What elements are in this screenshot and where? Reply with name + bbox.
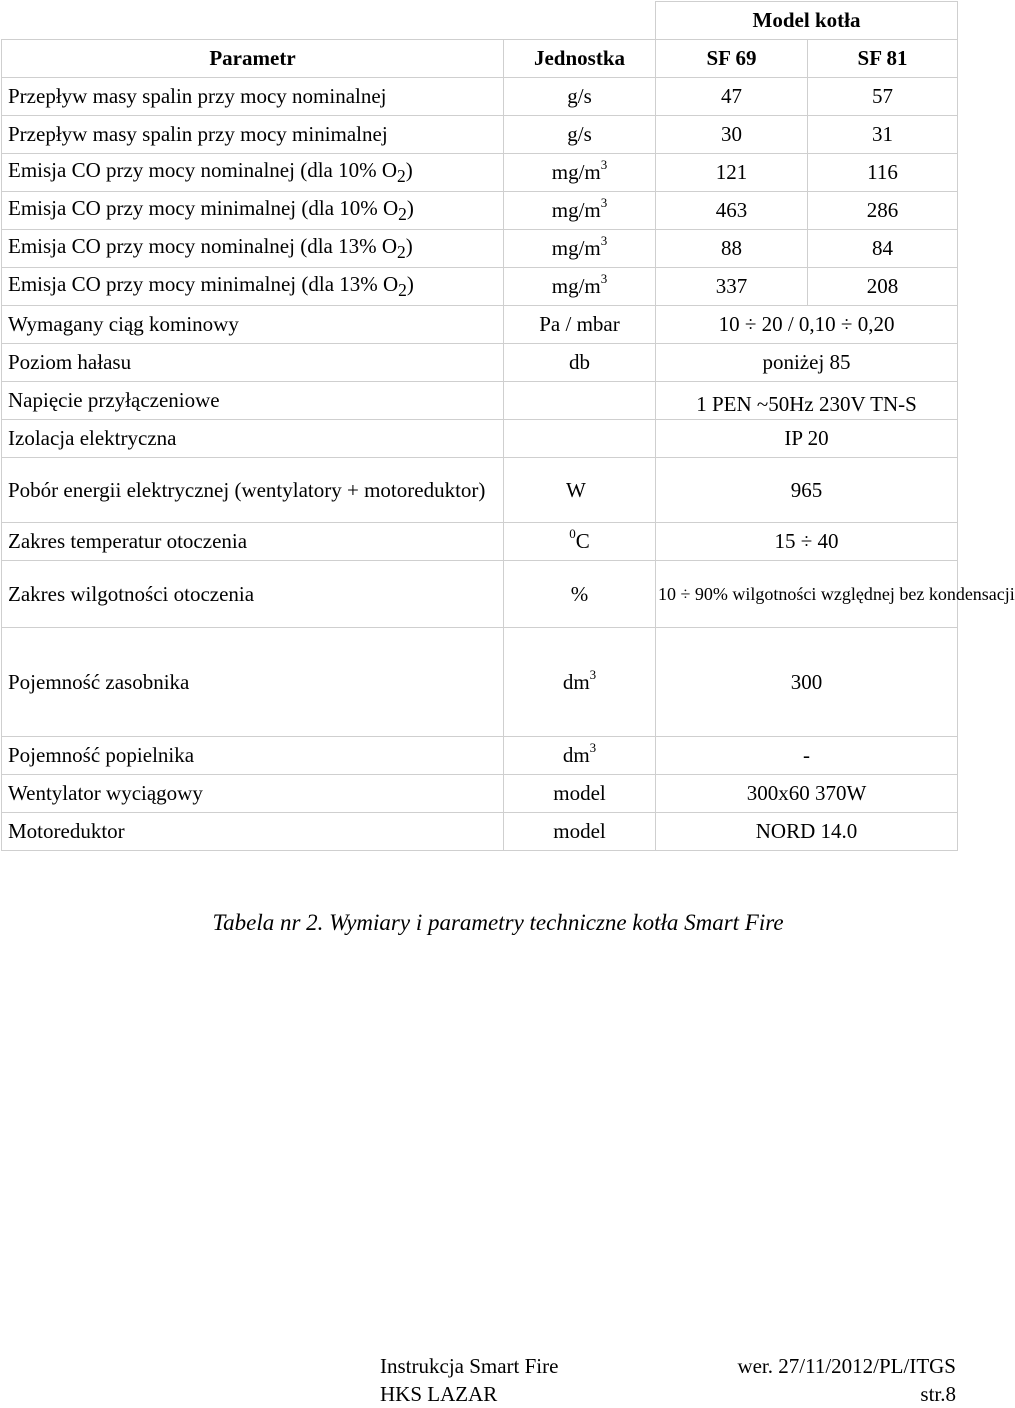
shared-value: 10 ÷ 90% wilgotności względnej bez kondensacji xyxy=(656,561,958,628)
table-row xyxy=(2,523,958,561)
param-text-end: ) xyxy=(406,271,414,296)
unit-cell xyxy=(504,420,656,458)
unit-superscript: 3 xyxy=(589,666,597,682)
param-cell: Zakres temperatur otoczenia xyxy=(2,523,504,561)
unit-base: dm xyxy=(562,743,590,767)
shared-value: 965 xyxy=(656,458,958,523)
param-cell xyxy=(2,154,504,192)
param-text-end: ) xyxy=(405,233,413,258)
subscript: 2 xyxy=(398,280,407,301)
unit-cell: Pa / mbar xyxy=(504,306,656,344)
sf81-value: 286 xyxy=(808,192,958,230)
unit-superscript: 3 xyxy=(600,195,608,210)
unit-cell: g/s xyxy=(504,78,656,116)
unit-superscript: 3 xyxy=(589,740,597,755)
table-row xyxy=(2,628,958,737)
table-row xyxy=(2,775,958,813)
table-row xyxy=(2,230,958,268)
subscript: 2 xyxy=(398,204,407,225)
group-header-row xyxy=(2,2,958,40)
shared-value: - xyxy=(656,737,958,775)
param-cell: Pobór energii elektrycznej (wentylatory + motoreduktor) xyxy=(2,458,504,523)
table-row xyxy=(2,268,958,306)
footer-page-number: str.8 xyxy=(920,1382,956,1406)
shared-value: 300 xyxy=(656,628,958,737)
param-cell xyxy=(2,230,504,268)
sf81-value: 116 xyxy=(808,154,958,192)
column-header-row xyxy=(2,40,958,78)
unit-base: C xyxy=(575,529,590,553)
param-cell: Wymagany ciąg kominowy xyxy=(2,306,504,344)
footer-left xyxy=(380,1352,558,1408)
unit-base: mg/m xyxy=(551,160,601,184)
unit-cell: db xyxy=(504,344,656,382)
table-row xyxy=(2,458,958,523)
param-cell: Przepływ masy spalin przy mocy minimalnej xyxy=(2,116,504,154)
unit-cell xyxy=(504,382,656,420)
sf81-value: 31 xyxy=(808,116,958,154)
unit-cell xyxy=(504,192,656,230)
column-header-param: Parametr xyxy=(2,40,504,78)
sf69-value: 121 xyxy=(656,154,808,192)
param-cell: Wentylator wyciągowy xyxy=(2,775,504,813)
unit-cell xyxy=(504,230,656,268)
table-row xyxy=(2,154,958,192)
shared-value: NORD 14.0 xyxy=(656,813,958,851)
param-cell: Pojemność popielnika xyxy=(2,737,504,775)
unit-base: dm xyxy=(562,669,590,694)
shared-value: 1 PEN ~50Hz 230V TN-S xyxy=(656,382,958,420)
unit-cell: g/s xyxy=(504,116,656,154)
shared-value: 10 ÷ 20 / 0,10 ÷ 0,20 xyxy=(656,306,958,344)
param-text: Emisja CO przy mocy minimalnej (dla 10% O xyxy=(8,195,399,220)
subscript: 2 xyxy=(397,242,406,263)
table-row xyxy=(2,344,958,382)
table-caption: Tabela nr 2. Wymiary i parametry techniczne kotła Smart Fire xyxy=(212,910,784,935)
unit-base: mg/m xyxy=(551,274,601,298)
sf81-value: 57 xyxy=(808,78,958,116)
table-row xyxy=(2,420,958,458)
parameters-table xyxy=(1,1,1015,851)
param-text-end: ) xyxy=(406,195,414,220)
sf69-value: 47 xyxy=(656,78,808,116)
param-cell: Zakres wilgotności otoczenia xyxy=(2,561,504,628)
table-row xyxy=(2,561,958,628)
table-row xyxy=(2,382,958,420)
unit-cell: model xyxy=(504,775,656,813)
param-text: Emisja CO przy mocy nominalnej (dla 10% O xyxy=(8,157,398,182)
shared-value: IP 20 xyxy=(656,420,958,458)
unit-cell: % xyxy=(504,561,656,628)
sf69-value: 463 xyxy=(656,192,808,230)
group-header-model: Model kotła xyxy=(656,2,958,40)
unit-cell xyxy=(504,737,656,775)
table-row xyxy=(2,116,958,154)
footer-version: wer. 27/11/2012/PL/ITGS xyxy=(737,1354,956,1378)
param-cell: Poziom hałasu xyxy=(2,344,504,382)
sf81-value: 84 xyxy=(808,230,958,268)
unit-superscript: 3 xyxy=(600,233,608,248)
unit-cell xyxy=(504,628,656,737)
column-header-unit: Jednostka xyxy=(504,40,656,78)
subscript: 2 xyxy=(397,166,406,187)
param-cell xyxy=(2,268,504,306)
sf69-value: 30 xyxy=(656,116,808,154)
sf69-value: 88 xyxy=(656,230,808,268)
shared-value: poniżej 85 xyxy=(656,344,958,382)
empty-corner xyxy=(2,2,656,40)
sf69-value: 337 xyxy=(656,268,808,306)
table-row xyxy=(2,192,958,230)
unit-cell: model xyxy=(504,813,656,851)
footer-company: HKS LAZAR xyxy=(380,1382,498,1406)
footer-doc-title: Instrukcja Smart Fire xyxy=(380,1354,559,1378)
unit-cell xyxy=(504,154,656,192)
column-header-sf69: SF 69 xyxy=(656,40,808,78)
param-cell: Pojemność zasobnika xyxy=(2,628,504,737)
unit-superscript: 3 xyxy=(600,157,608,172)
table-row xyxy=(2,78,958,116)
footer-right xyxy=(737,1352,956,1408)
unit-cell xyxy=(504,268,656,306)
param-cell xyxy=(2,192,504,230)
unit-base: mg/m xyxy=(551,198,601,222)
sf81-value: 208 xyxy=(808,268,958,306)
param-text: Emisja CO przy mocy nominalnej (dla 13% O xyxy=(8,233,398,258)
table-row xyxy=(2,813,958,851)
unit-cell: W xyxy=(504,458,656,523)
shared-value: 300x60 370W xyxy=(656,775,958,813)
unit-superscript: 0 xyxy=(569,526,576,541)
unit-superscript: 3 xyxy=(600,271,608,286)
unit-base: mg/m xyxy=(551,236,601,260)
param-text-end: ) xyxy=(405,157,413,182)
column-header-sf81: SF 81 xyxy=(808,40,958,78)
param-cell: Napięcie przyłączeniowe xyxy=(2,382,504,420)
table-row xyxy=(2,737,958,775)
shared-value: 15 ÷ 40 xyxy=(656,523,958,561)
unit-cell xyxy=(504,523,656,561)
param-cell: Przepływ masy spalin przy mocy nominalnej xyxy=(2,78,504,116)
param-text: Emisja CO przy mocy minimalnej (dla 13% O xyxy=(8,271,399,296)
table-row xyxy=(2,306,958,344)
param-cell: Izolacja elektryczna xyxy=(2,420,504,458)
param-cell: Motoreduktor xyxy=(2,813,504,851)
